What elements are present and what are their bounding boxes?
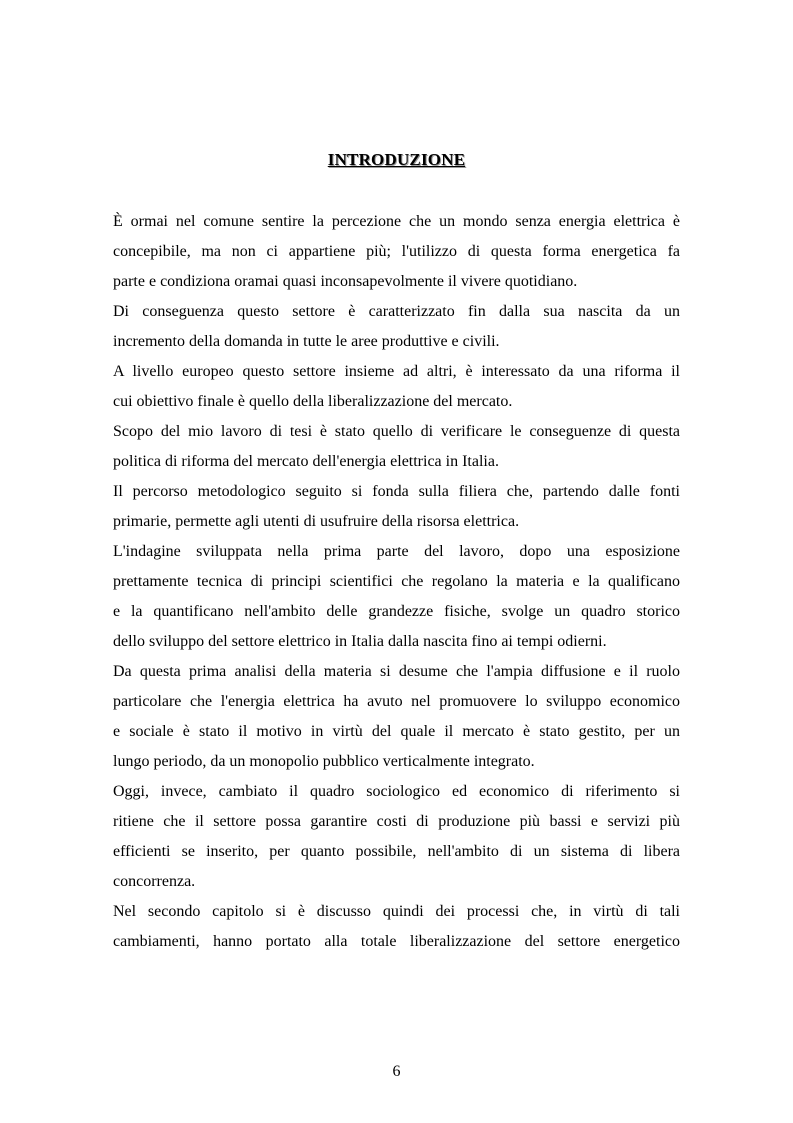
paragraph [113,357,680,417]
text-line: particolare che l'energia elettrica ha avuto nel promuovere lo sviluppo economico [113,693,680,710]
paragraph [113,777,680,897]
text-line: prettamente tecnica di principi scientifici che regolano la materia e la qualificano [113,573,680,590]
text-line: dello sviluppo del settore elettrico in Italia dalla nascita fino ai tempi odierni. [113,633,607,650]
text-line: È ormai nel comune sentire la percezione che un mondo senza energia elettrica è [113,213,680,230]
text-line: concepibile, ma non ci appartiene più; l'utilizzo di questa forma energetica fa [113,243,680,260]
paragraph [113,897,680,957]
text-line: Da questa prima analisi della materia si desume che l'ampia diffusione e il ruolo [113,663,680,680]
paragraph [113,207,680,297]
text-line: Oggi, invece, cambiato il quadro sociologico ed economico di riferimento si [113,783,680,800]
text-line: cambiamenti, hanno portato alla totale liberalizzazione del settore energetico [113,933,680,950]
page-title: INTRODUZIONE [327,150,466,169]
text-line: ritiene che il settore possa garantire costi di produzione più bassi e servizi più [113,813,680,830]
paragraph [113,657,680,777]
text-line: Scopo del mio lavoro di tesi è stato quello di verificare le conseguenze di questa [113,423,680,440]
body-text [113,207,680,957]
text-line: e sociale è stato il motivo in virtù del quale il mercato è stato gestito, per un [113,723,680,740]
text-line: lungo periodo, da un monopolio pubblico verticalmente integrato. [113,753,535,770]
paragraph [113,477,680,537]
text-line: L'indagine sviluppata nella prima parte del lavoro, dopo una esposizione [113,543,680,560]
text-line: Nel secondo capitolo si è discusso quindi dei processi che, in virtù di tali [113,903,680,920]
text-line: politica di riforma del mercato dell'energia elettrica in Italia. [113,453,499,470]
text-line: incremento della domanda in tutte le aree produttive e civili. [113,333,500,350]
text-line: concorrenza. [113,873,196,890]
text-line: e la quantificano nell'ambito delle grandezze fisiche, svolge un quadro storico [113,603,680,620]
paragraph [113,297,680,357]
text-line: Di conseguenza questo settore è caratterizzato fin dalla sua nascita da un [113,303,680,320]
paragraph [113,537,680,657]
text-line: cui obiettivo finale è quello della liberalizzazione del mercato. [113,393,513,410]
page-number: 6 [392,1063,401,1080]
text-line: efficienti se inserito, per quanto possibile, nell'ambito di un sistema di libera [113,843,680,860]
text-line: parte e condiziona oramai quasi inconsapevolmente il vivere quotidiano. [113,273,578,290]
paragraph [113,417,680,477]
text-line: A livello europeo questo settore insieme ad altri, è interessato da una riforma il [113,363,680,380]
text-line: primarie, permette agli utenti di usufruire della risorsa elettrica. [113,513,520,530]
text-line: Il percorso metodologico seguito si fonda sulla filiera che, partendo dalle fonti [113,483,680,500]
